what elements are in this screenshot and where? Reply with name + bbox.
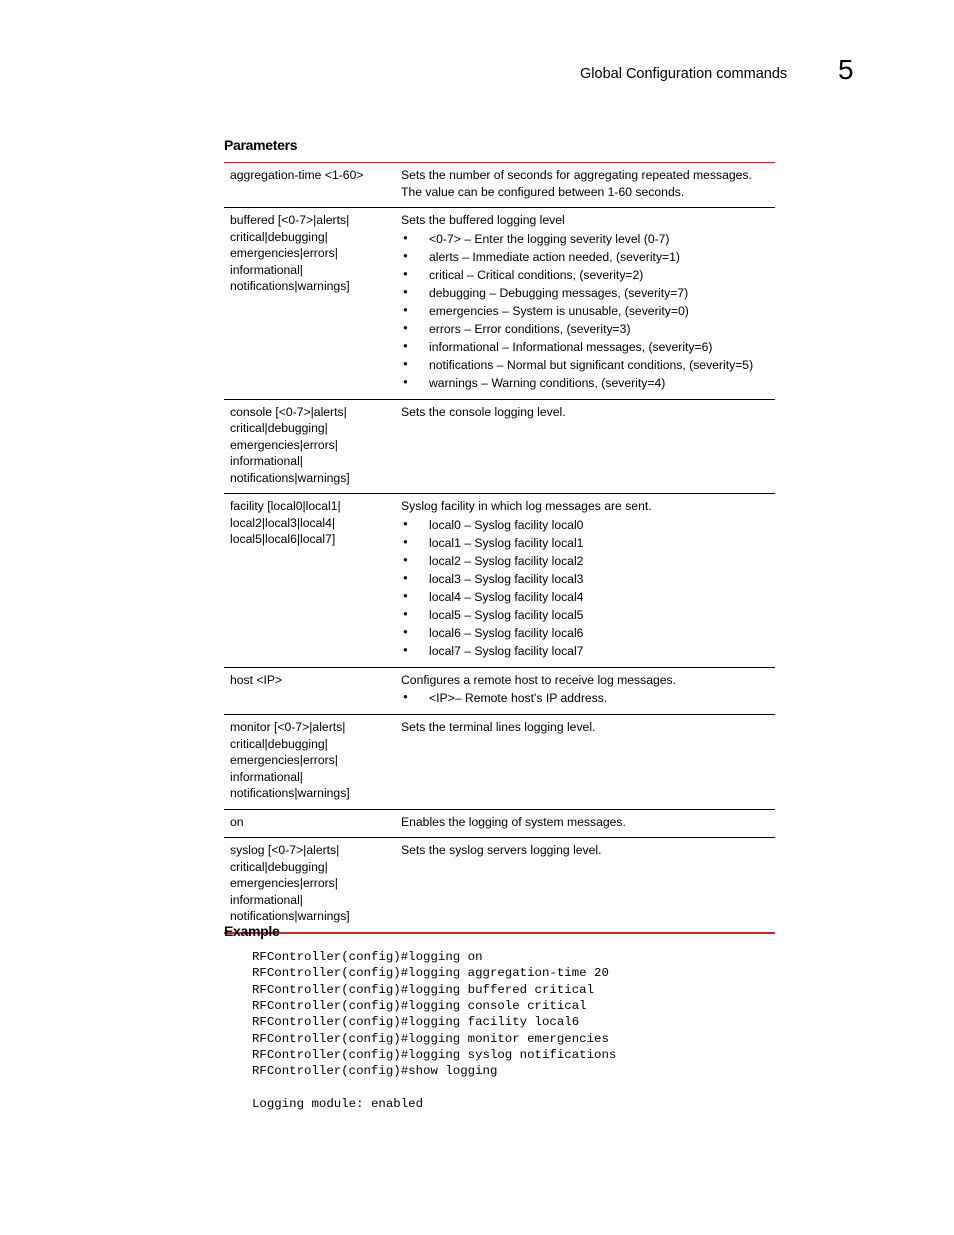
description-text: Configures a remote host to receive log messages. bbox=[401, 672, 677, 687]
parameter-text: emergencies|errors| bbox=[230, 876, 338, 890]
bullet-item: ● <0-7> – Enter the logging severity level (0-7) bbox=[401, 230, 775, 248]
parameter-text: critical|debugging| bbox=[230, 736, 328, 751]
parameter-cell bbox=[224, 810, 395, 838]
chapter-title: Global Configuration commands bbox=[580, 66, 788, 82]
description-cell bbox=[395, 810, 775, 838]
bullet-item: ● local3 – Syslog facility local3 bbox=[401, 570, 775, 588]
parameter-cell bbox=[224, 400, 395, 494]
parameter-text: on bbox=[230, 814, 244, 829]
parameter-text: notifications|warnings] bbox=[230, 470, 350, 485]
parameter-text: emergencies|errors| bbox=[230, 246, 338, 260]
parameter-text: monitor [<0-7>|alerts| bbox=[230, 720, 346, 734]
table-row bbox=[224, 399, 775, 494]
description-cell bbox=[395, 838, 775, 932]
description-text: Sets the number of seconds for aggregating repeated messages. bbox=[401, 168, 752, 182]
table-row bbox=[224, 837, 775, 932]
description-text: Syslog facility in which log messages are sent. bbox=[401, 499, 652, 513]
description-text: Sets the console logging level. bbox=[401, 404, 566, 419]
parameter-cell bbox=[224, 668, 395, 715]
parameter-text: emergencies|errors| bbox=[230, 753, 338, 767]
example-code-block: RFController(config)#logging on RFController(config)#logging aggregation-time 20 RFController(config)#logging buffered critical RFController(config)#logging console critical RFController(config)#logging facility local6 RFController(config)#logging monitor emergencies RFController(config)#logging syslog notifications RFController(config)#show logging Logging module: enabled bbox=[252, 950, 617, 1112]
parameter-text: buffered [<0-7>|alerts| bbox=[230, 213, 350, 227]
description-cell bbox=[395, 163, 775, 207]
parameter-text: informational| bbox=[230, 769, 303, 784]
example-heading: Example bbox=[224, 923, 280, 939]
bullet-item: ● debugging – Debugging messages, (severity=7) bbox=[401, 284, 775, 302]
description-text: Enables the logging of system messages. bbox=[401, 814, 626, 829]
description-cell bbox=[395, 494, 775, 667]
bullet-item: ● local0 – Syslog facility local0 bbox=[401, 516, 775, 534]
bullet-item: ● local2 – Syslog facility local2 bbox=[401, 552, 775, 570]
bullet-list bbox=[401, 689, 775, 707]
parameter-cell bbox=[224, 163, 395, 207]
parameter-text: informational| bbox=[230, 262, 303, 277]
description-text: Sets the buffered logging level bbox=[401, 213, 565, 227]
description-cell bbox=[395, 400, 775, 494]
bullet-item: ● alerts – Immediate action needed, (severity=1) bbox=[401, 248, 775, 266]
description-text: Sets the syslog servers logging level. bbox=[401, 843, 602, 857]
parameter-text: local2|local3|local4| bbox=[230, 515, 336, 530]
parameter-cell bbox=[224, 208, 395, 399]
parameter-text: notifications|warnings] bbox=[230, 786, 350, 800]
parameter-text: aggregation-time <1-60> bbox=[230, 168, 364, 182]
table-row bbox=[224, 714, 775, 809]
table-row bbox=[224, 163, 775, 207]
bullet-item: ● critical – Critical conditions, (severity=2) bbox=[401, 266, 775, 284]
parameters-table bbox=[224, 162, 775, 934]
parameter-cell bbox=[224, 838, 395, 932]
parameter-text: facility [local0|local1| bbox=[230, 499, 341, 513]
bullet-item: ● warnings – Warning conditions, (severity=4) bbox=[401, 374, 775, 392]
bullet-item: ● local7 – Syslog facility local7 bbox=[401, 642, 775, 660]
parameter-text: notifications|warnings] bbox=[230, 279, 350, 293]
parameter-text: informational| bbox=[230, 892, 303, 907]
table-row bbox=[224, 207, 775, 399]
bullet-item: ● errors – Error conditions, (severity=3) bbox=[401, 320, 775, 338]
bullet-item: ● emergencies – System is unusable, (severity=0) bbox=[401, 302, 775, 320]
parameter-text: local5|local6|local7] bbox=[230, 532, 336, 546]
chapter-number: 5 bbox=[838, 54, 854, 85]
parameter-text: critical|debugging| bbox=[230, 229, 328, 244]
parameter-text: host <IP> bbox=[230, 672, 283, 687]
bullet-list bbox=[401, 516, 775, 660]
description-text: The value can be configured between 1-60 seconds. bbox=[401, 184, 685, 199]
table-row bbox=[224, 493, 775, 667]
parameter-text: emergencies|errors| bbox=[230, 437, 338, 452]
description-cell bbox=[395, 208, 775, 399]
description-cell bbox=[395, 668, 775, 715]
table-row bbox=[224, 667, 775, 715]
bullet-item: ● informational – Informational messages, (severity=6) bbox=[401, 338, 775, 356]
parameter-cell bbox=[224, 715, 395, 809]
parameters-heading: Parameters bbox=[224, 137, 298, 153]
bullet-list bbox=[401, 230, 775, 392]
bullet-item: ● <IP>– Remote host's IP address. bbox=[401, 689, 775, 707]
parameter-text: informational| bbox=[230, 454, 303, 468]
parameter-text: critical|debugging| bbox=[230, 421, 328, 435]
bullet-item: ● local5 – Syslog facility local5 bbox=[401, 606, 775, 624]
parameter-cell bbox=[224, 494, 395, 667]
description-cell bbox=[395, 715, 775, 809]
bullet-item: ● local6 – Syslog facility local6 bbox=[401, 624, 775, 642]
parameter-text: console [<0-7>|alerts| bbox=[230, 404, 347, 419]
bullet-item: ● local1 – Syslog facility local1 bbox=[401, 534, 775, 552]
parameter-text: critical|debugging| bbox=[230, 859, 328, 874]
description-text: Sets the terminal lines logging level. bbox=[401, 720, 596, 734]
table-row bbox=[224, 809, 775, 838]
bullet-item: ● local4 – Syslog facility local4 bbox=[401, 588, 775, 606]
parameter-text: syslog [<0-7>|alerts| bbox=[230, 843, 340, 857]
parameter-text: notifications|warnings] bbox=[230, 909, 350, 923]
bullet-item: ● notifications – Normal but significant conditions, (severity=5) bbox=[401, 356, 775, 374]
